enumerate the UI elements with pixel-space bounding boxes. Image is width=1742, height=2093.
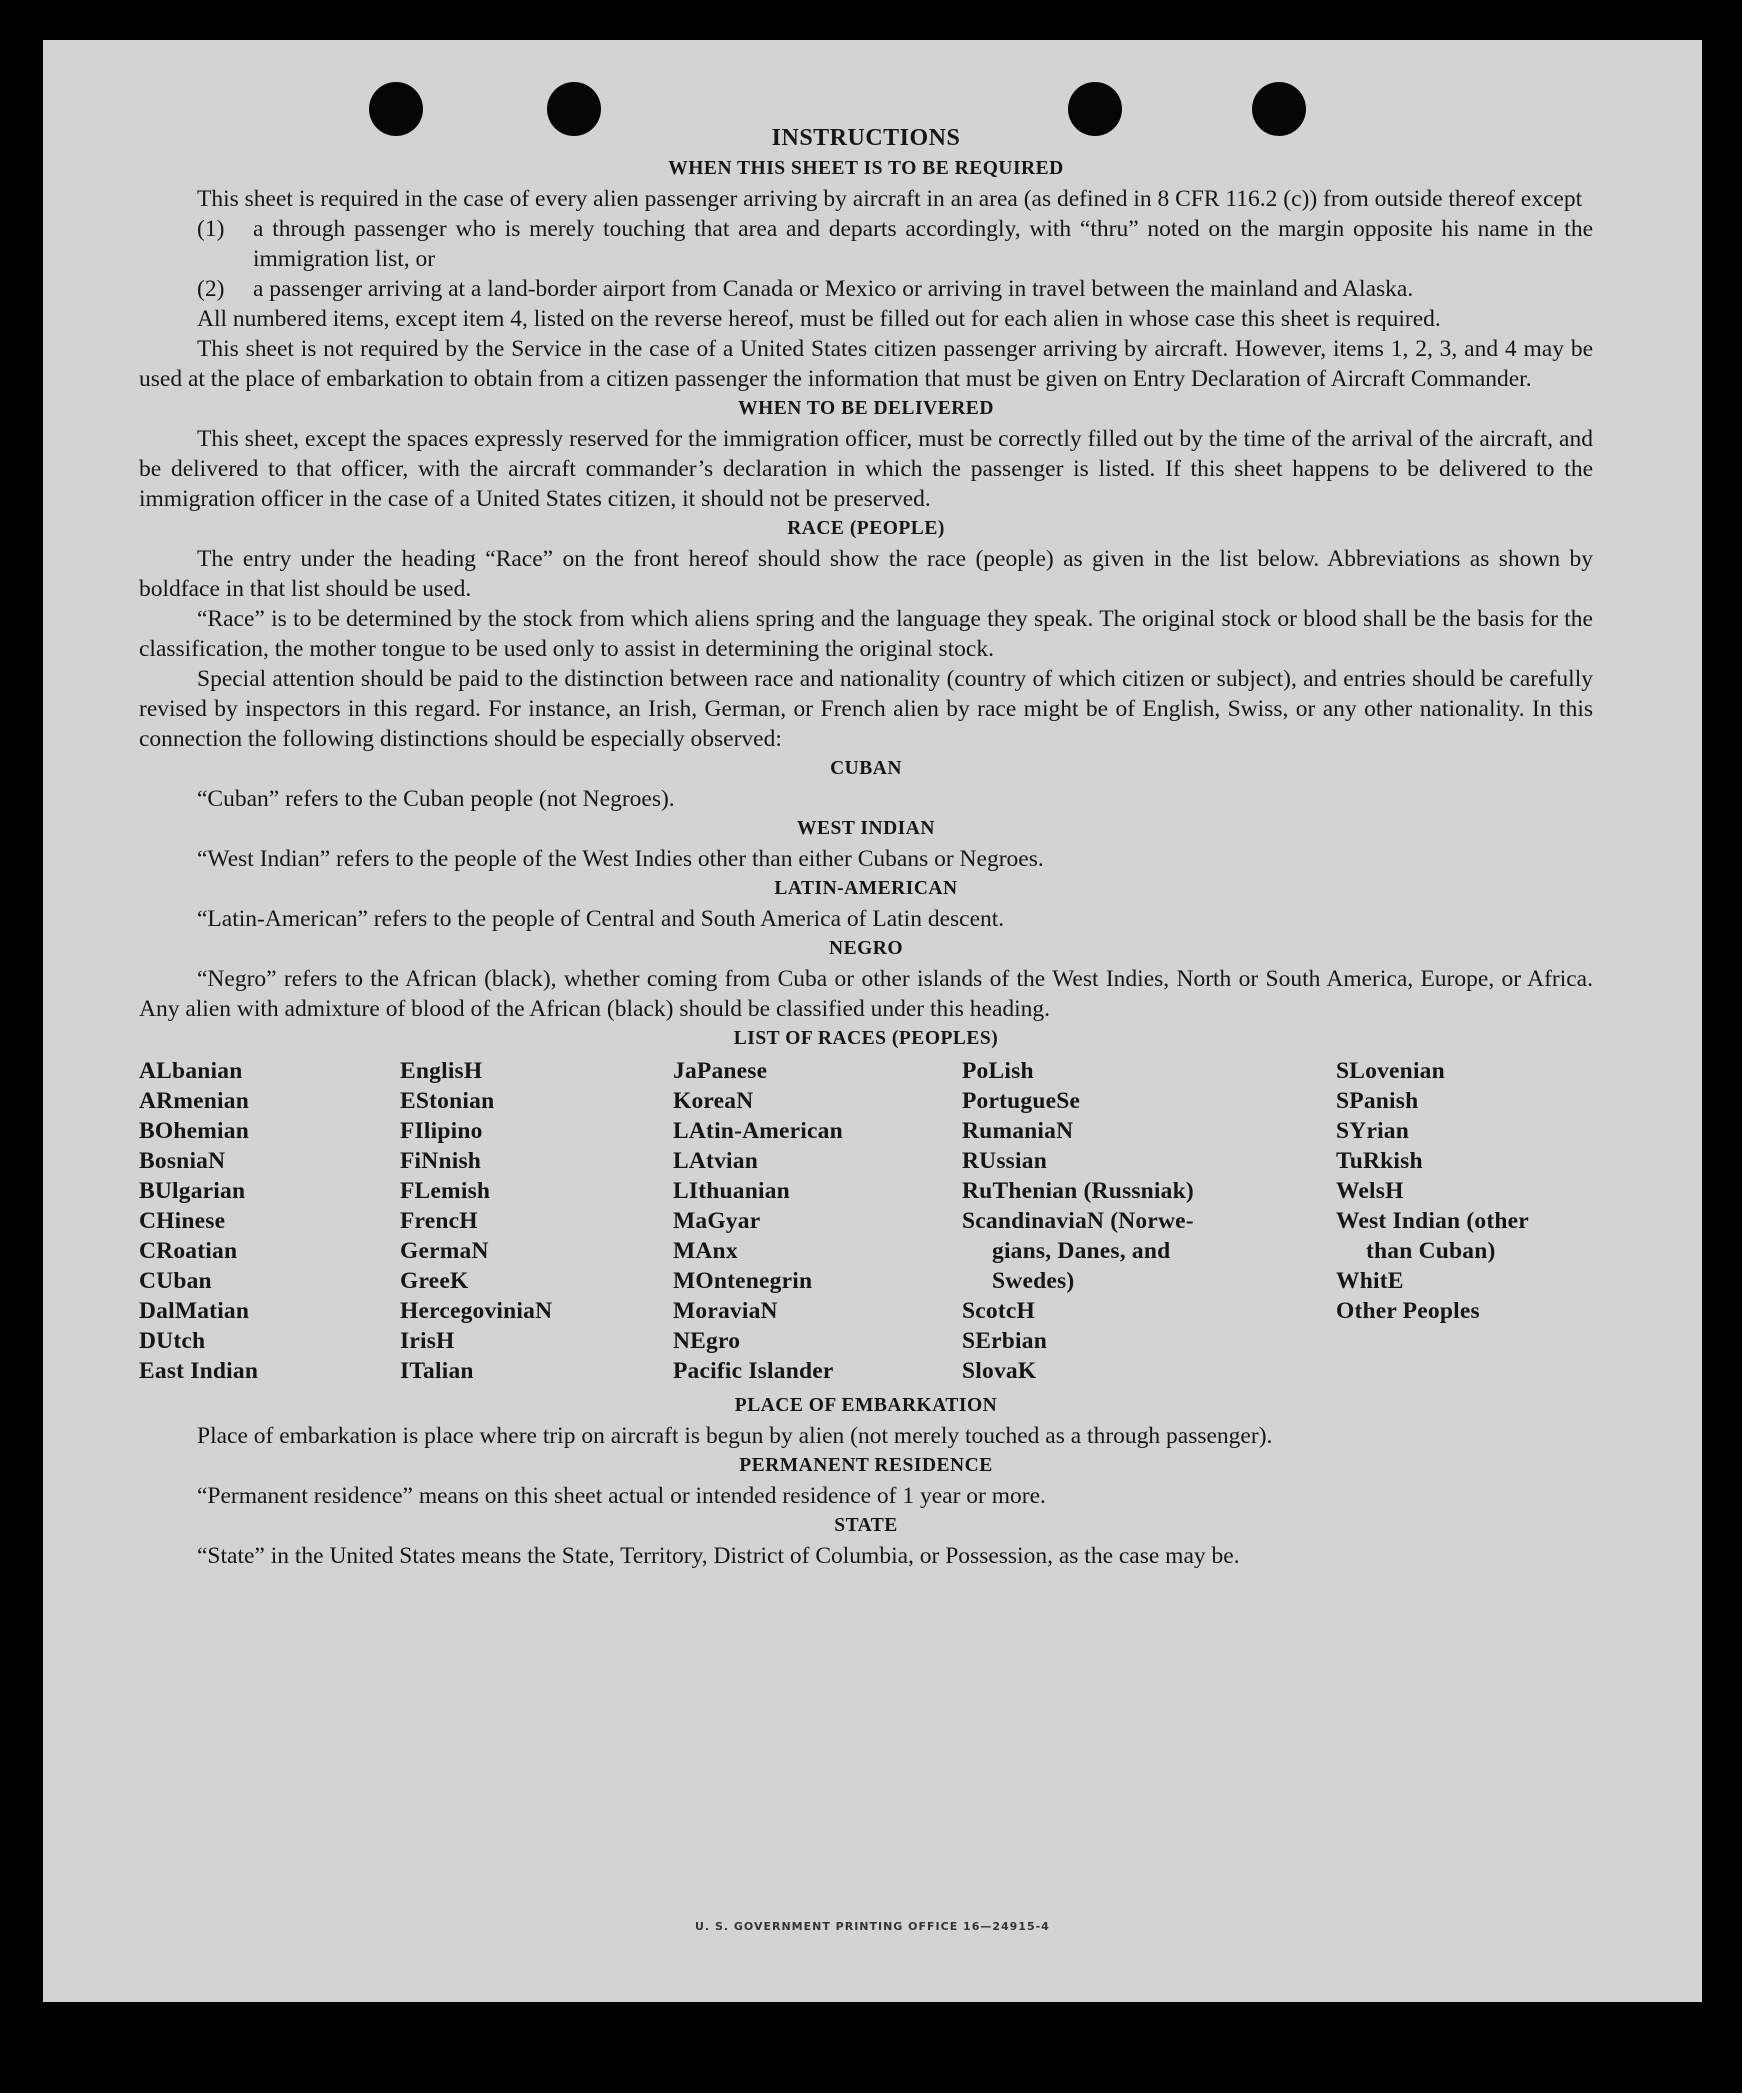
race-entry: East Indian [139,1358,259,1384]
list-item [139,274,1593,304]
section-heading: LATIN-AMERICAN [774,878,958,899]
race-entry: ITalian [400,1358,474,1384]
race-entry: SPanish [1336,1088,1419,1114]
race-entry: gians, Danes, and [992,1238,1171,1264]
race-entry: SLovenian [1336,1058,1445,1084]
paragraph: This sheet, except the spaces expressly reserved for the immigration officer, must be correctly filled out by the time of the arrival of the aircraft, and be delivered to that officer, with the aircraft commander’s declaration in which the passenger is listed. If this sheet happens to be delivered to the immigration officer in the case of a United States citizen, it should not be preserved. [139,426,1593,512]
race-entry: ScotcH [962,1298,1035,1324]
race-column [673,1056,843,1386]
race-entry: DalMatian [139,1298,250,1324]
section-heading: WHEN TO BE DELIVERED [738,398,994,419]
race-entry: EStonian [400,1088,495,1114]
race-entry: CUban [139,1268,212,1294]
section-heading: PLACE OF EMBARKATION [734,1395,998,1416]
race-entry: Other Peoples [1336,1298,1480,1324]
instructions-body [139,122,1593,1571]
paragraph: All numbered items, except item 4, listed on the reverse hereof, must be filled out for each alien in whose case this sheet is required. [197,306,1441,332]
race-entry: WelsH [1336,1178,1404,1204]
paragraph: The entry under the heading “Race” on the front hereof should show the race (people) as given in the list below. Abbreviations as shown by boldface in that list should be used. [139,546,1593,602]
race-entry: RumaniaN [962,1118,1074,1144]
race-entry: FLemish [400,1178,491,1204]
race-entry: BosniaN [139,1148,226,1174]
item-number: (2) [197,276,225,302]
race-entry: PortugueSe [962,1088,1081,1114]
race-entry: MaGyar [673,1208,761,1234]
race-entry: MOntenegrin [673,1268,813,1294]
race-column [962,1056,1194,1386]
race-entry: EnglisH [400,1058,483,1084]
race-entry: ALbanian [139,1058,243,1084]
race-entry: PoLish [962,1058,1034,1084]
paragraph: “Negro” refers to the African (black), whether coming from Cuba or other islands of the West Indies, North or South America, Europe, or Africa. Any alien with admixture of blood of the African (black) should be classified under this heading. [139,966,1593,1022]
race-entry: LIthuanian [673,1178,790,1204]
paragraph: “Latin-American” refers to the people of Central and South America of Latin descent. [197,906,1005,932]
section-heading: LIST OF RACES (PEOPLES) [733,1028,999,1049]
paragraph: “West Indian” refers to the people of the West Indies other than either Cubans or Negroes. [197,846,1044,872]
race-entry: BUlgarian [139,1178,246,1204]
section-heading: RACE (PEOPLE) [787,518,945,539]
race-entry: Swedes) [992,1268,1075,1294]
race-entry: RuThenian (Russniak) [962,1178,1194,1204]
race-entry: RUssian [962,1148,1047,1174]
race-entry: NEgro [673,1328,741,1354]
paragraph: Place of embarkation is place where trip on aircraft is begun by alien (not merely touched as a through passenger). [197,1423,1273,1449]
section-heading: WEST INDIAN [797,818,935,839]
section-heading: CUBAN [830,758,902,779]
race-column [1336,1056,1529,1326]
race-entry: GreeK [400,1268,469,1294]
race-entry: BOhemian [139,1118,249,1144]
paragraph: “Race” is to be determined by the stock from which aliens spring and the language they speak. The original stock or blood shall be the basis for the classification, the mother tongue to be used only to assist in determining the original stock. [139,606,1593,662]
section-heading: STATE [834,1515,898,1536]
race-entry: KoreaN [673,1088,754,1114]
paragraph: “State” in the United States means the State, Territory, District of Columbia, or Possession, as the case may be. [197,1543,1240,1569]
race-entry: ScandinaviaN (Norwe- [962,1208,1194,1234]
race-entry: GermaN [400,1238,489,1264]
page-title: INSTRUCTIONS [771,125,961,151]
printer-imprint: U. S. GOVERNMENT PRINTING OFFICE 16—24915-4 [695,1920,1050,1933]
race-entry: West Indian (other [1336,1208,1529,1234]
race-entry: than Cuban) [1366,1238,1496,1264]
race-entry: LAtvian [673,1148,758,1174]
race-entry: HercegoviniaN [400,1298,553,1324]
race-entry: FrencH [400,1208,478,1234]
item-text: a passenger arriving at a land-border airport from Canada or Mexico or arriving in travel between the mainland and Alaska. [253,276,1414,302]
race-entry: SYrian [1336,1118,1410,1144]
race-column [139,1056,258,1386]
race-entry: CRoatian [139,1238,238,1264]
race-entry: ARmenian [139,1088,249,1114]
race-entry: FIlipino [400,1118,483,1144]
list-item [139,214,1593,274]
race-entry: LAtin-American [673,1118,843,1144]
race-entry: MoraviaN [673,1298,778,1324]
race-entry: WhitE [1336,1268,1404,1294]
race-list [139,1056,1593,1391]
race-entry: FiNnish [400,1148,482,1174]
race-entry: JaPanese [673,1058,768,1084]
section-heading: NEGRO [828,938,903,959]
race-entry: SErbian [962,1328,1047,1354]
paragraph: This sheet is not required by the Service in the case of a United States citizen passenger arriving by aircraft. However, items 1, 2, 3, and 4 may be used at the place of embarkation to obtain from a citizen passenger the information that must be given on Entry Declaration of Aircraft Commander. [139,336,1593,392]
item-number: (1) [197,216,225,242]
race-entry: CHinese [139,1208,226,1234]
race-entry: IrisH [400,1328,455,1354]
race-column [400,1056,552,1386]
item-text: a through passenger who is merely touching that area and departs accordingly, with “thru” noted on the margin opposite his name in the immigration list, or [253,216,1593,272]
paragraph: “Cuban” refers to the Cuban people (not Negroes). [197,786,675,812]
race-entry: SlovaK [962,1358,1037,1384]
race-entry: TuRkish [1336,1148,1423,1174]
race-entry: DUtch [139,1328,206,1354]
paragraph: “Permanent residence” means on this sheet actual or intended residence of 1 year or more. [197,1483,1046,1509]
paragraph: Special attention should be paid to the distinction between race and nationality (country of which citizen or subject), and entries should be carefully revised by inspectors in this regard. For instance, an Irish, German, or French alien by race might be of English, Swiss, or any other nationality. In this connection the following distinctions should be especially observed: [139,666,1593,752]
section-heading: PERMANENT RESIDENCE [739,1455,993,1476]
race-entry: MAnx [673,1238,738,1264]
race-entry: Pacific Islander [673,1358,834,1384]
paragraph: This sheet is required in the case of every alien passenger arriving by aircraft in an area (as defined in 8 CFR 116.2 (c)) from outside thereof except [197,186,1583,212]
section-heading: WHEN THIS SHEET IS TO BE REQUIRED [668,158,1064,179]
